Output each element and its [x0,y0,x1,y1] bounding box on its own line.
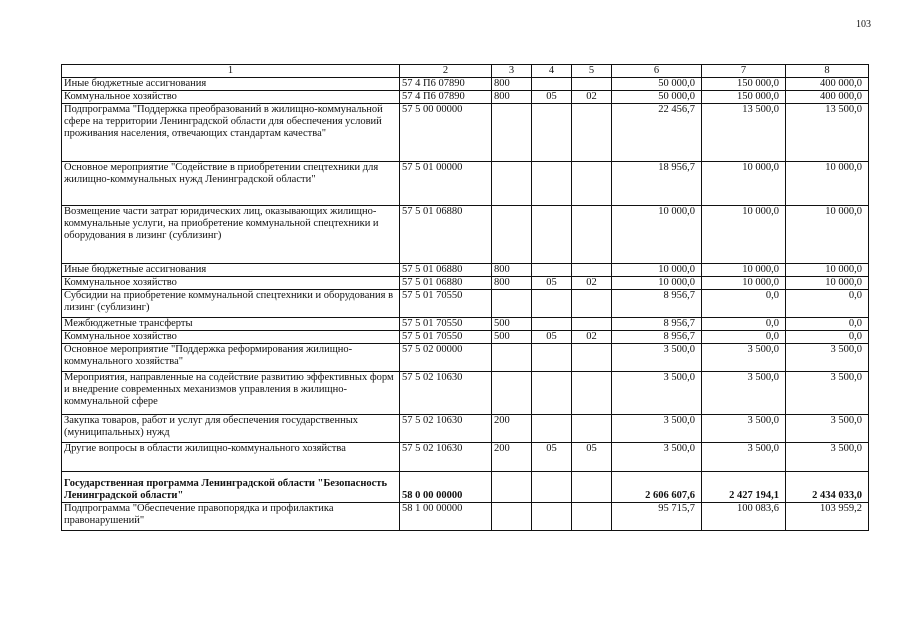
section-code [532,344,572,372]
subsection-code: 02 [572,331,612,344]
amount-year-3: 0,0 [786,331,869,344]
row-name: Возмещение части затрат юридических лиц, оказывающих жилищно-коммунальные услуги, на приобретение коммунальной спецтехники и оборудования в лизинг (сублизинг) [62,206,400,264]
section-code [532,372,572,415]
expense-type-code [492,290,532,318]
amount-year-2: 13 500,0 [702,104,786,162]
row-name: Мероприятия, направленные на содействие развитию эффективных форм и внедрение современных механизмов управления в жилищно-коммунальной сфере [62,372,400,415]
amount-year-1: 50 000,0 [612,78,702,91]
row-name: Коммунальное хозяйство [62,331,400,344]
subsection-code [572,162,612,206]
amount-year-3: 3 500,0 [786,443,869,472]
amount-year-3: 0,0 [786,290,869,318]
amount-year-2: 0,0 [702,331,786,344]
table-row [62,78,869,91]
amount-year-2: 10 000,0 [702,277,786,290]
target-article-code: 58 1 00 00000 [400,503,492,531]
subsection-code [572,415,612,443]
amount-year-1: 10 000,0 [612,206,702,264]
expense-type-code: 800 [492,91,532,104]
amount-year-3: 3 500,0 [786,344,869,372]
target-article-code: 57 5 02 10630 [400,415,492,443]
amount-year-2: 150 000,0 [702,78,786,91]
amount-year-2: 10 000,0 [702,206,786,264]
table-row [62,91,869,104]
section-code: 05 [532,91,572,104]
amount-year-2: 3 500,0 [702,344,786,372]
target-article-code: 57 5 01 06880 [400,264,492,277]
amount-year-2: 0,0 [702,290,786,318]
expense-type-code: 200 [492,415,532,443]
target-article-code: 57 5 02 10630 [400,372,492,415]
amount-year-1: 8 956,7 [612,318,702,331]
amount-year-3: 400 000,0 [786,91,869,104]
amount-year-1: 8 956,7 [612,290,702,318]
target-article-code: 58 0 00 00000 [400,472,492,503]
target-article-code: 57 5 01 06880 [400,206,492,264]
section-code [532,415,572,443]
row-name: Основное мероприятие "Поддержка реформирования жилищно-коммунального хозяйства" [62,344,400,372]
header-row [62,65,869,78]
column-header: 6 [612,65,702,78]
section-code [532,290,572,318]
target-article-code: 57 5 01 00000 [400,162,492,206]
subsection-code [572,290,612,318]
target-article-code: 57 5 00 00000 [400,104,492,162]
row-name: Основное мероприятие "Содействие в приобретении спецтехники для жилищно-коммунальных нужд Ленинградской области" [62,162,400,206]
subsection-code: 02 [572,91,612,104]
column-header: 8 [786,65,869,78]
column-header: 5 [572,65,612,78]
subsection-code [572,372,612,415]
section-code [532,264,572,277]
table-row [62,104,869,162]
amount-year-2: 10 000,0 [702,162,786,206]
target-article-code: 57 5 01 70550 [400,318,492,331]
subsection-code [572,206,612,264]
amount-year-2: 150 000,0 [702,91,786,104]
section-code [532,318,572,331]
amount-year-1: 10 000,0 [612,277,702,290]
target-article-code: 57 5 01 70550 [400,290,492,318]
section-code: 05 [532,277,572,290]
subsection-code [572,104,612,162]
table-row [62,290,869,318]
row-name: Подпрограмма "Обеспечение правопорядка и профилактика правонарушений" [62,503,400,531]
amount-year-2: 3 500,0 [702,372,786,415]
section-code [532,78,572,91]
target-article-code: 57 5 02 00000 [400,344,492,372]
expense-type-code: 500 [492,318,532,331]
section-code [532,162,572,206]
subsection-code [572,344,612,372]
amount-year-1: 95 715,7 [612,503,702,531]
amount-year-1: 2 606 607,6 [612,472,702,503]
amount-year-3: 3 500,0 [786,372,869,415]
section-code: 05 [532,443,572,472]
amount-year-1: 3 500,0 [612,443,702,472]
column-header: 4 [532,65,572,78]
amount-year-2: 10 000,0 [702,264,786,277]
section-code [532,104,572,162]
expense-type-code: 200 [492,443,532,472]
section-code: 05 [532,331,572,344]
row-name: Межбюджетные трансферты [62,318,400,331]
target-article-code: 57 4 П6 07890 [400,91,492,104]
table-row [62,162,869,206]
expense-type-code: 800 [492,78,532,91]
amount-year-1: 50 000,0 [612,91,702,104]
table-row [62,331,869,344]
subsection-code [572,318,612,331]
table-row [62,443,869,472]
amount-year-1: 3 500,0 [612,415,702,443]
row-name: Другие вопросы в области жилищно-коммунального хозяйства [62,443,400,472]
row-name: Субсидии на приобретение коммунальной спецтехники и оборудования в лизинг (сублизинг) [62,290,400,318]
subsection-code [572,503,612,531]
section-code [532,472,572,503]
column-header: 1 [62,65,400,78]
row-name: Государственная программа Ленинградской области "Безопасность Ленинградской области" [62,472,400,503]
amount-year-3: 103 959,2 [786,503,869,531]
expense-type-code [492,206,532,264]
table-row [62,415,869,443]
amount-year-1: 10 000,0 [612,264,702,277]
page-number: 103 [856,19,871,30]
amount-year-3: 10 000,0 [786,277,869,290]
subsection-code [572,264,612,277]
amount-year-2: 2 427 194,1 [702,472,786,503]
table-row [62,206,869,264]
column-header: 3 [492,65,532,78]
expense-type-code [492,503,532,531]
subsection-code [572,78,612,91]
expense-type-code [492,104,532,162]
budget-table [61,64,869,531]
row-name: Закупка товаров, работ и услуг для обеспечения государственных (муниципальных) нужд [62,415,400,443]
row-name: Коммунальное хозяйство [62,277,400,290]
amount-year-3: 2 434 033,0 [786,472,869,503]
amount-year-1: 3 500,0 [612,344,702,372]
expense-type-code [492,472,532,503]
target-article-code: 57 5 01 70550 [400,331,492,344]
amount-year-3: 0,0 [786,318,869,331]
amount-year-3: 400 000,0 [786,78,869,91]
row-name: Подпрограмма "Поддержка преобразований в жилищно-коммунальной сфере на территории Ленинградской области для обеспечения условий проживания населения, отвечающих стандартам качества" [62,104,400,162]
table-row [62,344,869,372]
row-name: Иные бюджетные ассигнования [62,78,400,91]
subsection-code: 02 [572,277,612,290]
section-code [532,503,572,531]
amount-year-2: 100 083,6 [702,503,786,531]
target-article-code: 57 4 П6 07890 [400,78,492,91]
amount-year-3: 10 000,0 [786,206,869,264]
amount-year-2: 3 500,0 [702,443,786,472]
table-row [62,372,869,415]
table-row [62,264,869,277]
amount-year-3: 3 500,0 [786,415,869,443]
amount-year-1: 8 956,7 [612,331,702,344]
column-header: 2 [400,65,492,78]
amount-year-1: 3 500,0 [612,372,702,415]
amount-year-1: 22 456,7 [612,104,702,162]
section-code [532,206,572,264]
column-header: 7 [702,65,786,78]
amount-year-3: 13 500,0 [786,104,869,162]
subsection-code: 05 [572,443,612,472]
row-name: Коммунальное хозяйство [62,91,400,104]
expense-type-code [492,344,532,372]
amount-year-3: 10 000,0 [786,264,869,277]
table-row [62,503,869,531]
target-article-code: 57 5 02 10630 [400,443,492,472]
expense-type-code [492,372,532,415]
amount-year-2: 3 500,0 [702,415,786,443]
table-row [62,318,869,331]
subsection-code [572,472,612,503]
amount-year-1: 18 956,7 [612,162,702,206]
row-name: Иные бюджетные ассигнования [62,264,400,277]
expense-type-code: 800 [492,277,532,290]
expense-type-code: 800 [492,264,532,277]
table-row [62,472,869,503]
amount-year-2: 0,0 [702,318,786,331]
expense-type-code [492,162,532,206]
expense-type-code: 500 [492,331,532,344]
table-row [62,277,869,290]
amount-year-3: 10 000,0 [786,162,869,206]
target-article-code: 57 5 01 06880 [400,277,492,290]
